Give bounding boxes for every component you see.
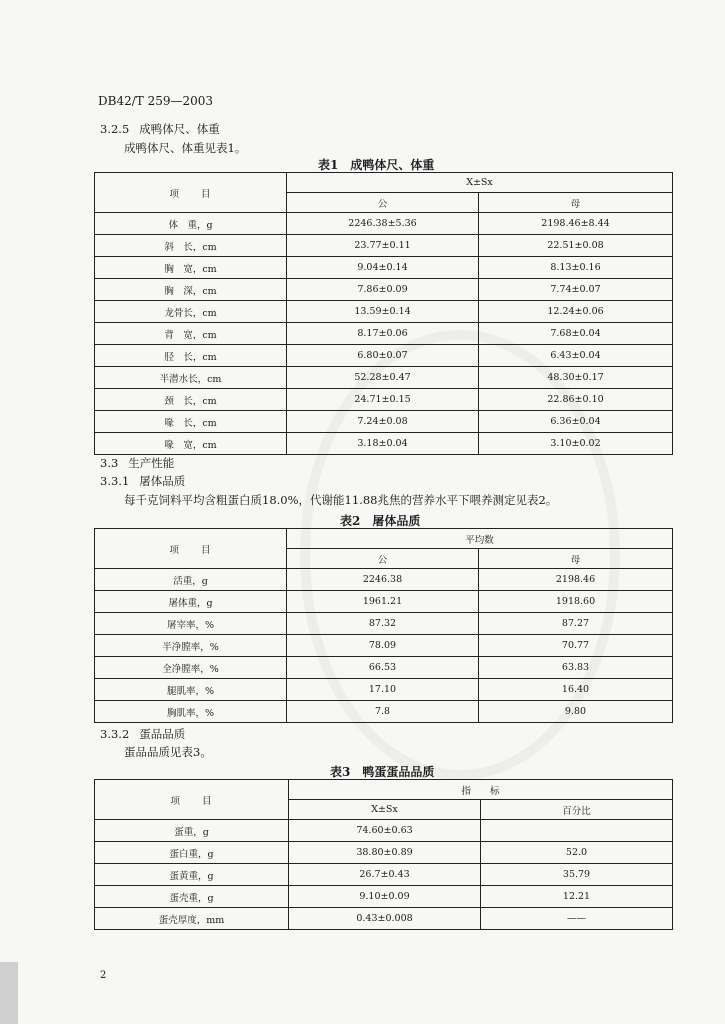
table-cell: 半潜水长，cm	[95, 367, 287, 389]
table-row	[95, 591, 673, 613]
table-cell: 74.60±0.63	[289, 820, 481, 842]
table2-header-male: 公	[287, 549, 479, 569]
section-3-3-1-text: 每千克饲料平均含粗蛋白质18.0%，代谢能11.88兆焦的营养水平下喂养测定见表2。	[124, 493, 558, 507]
section-title: 生产性能	[128, 456, 175, 470]
table3-header-percent: 百分比	[481, 800, 673, 820]
table-cell: 活重，g	[95, 569, 287, 591]
table-cell: 38.80±0.89	[289, 842, 481, 864]
table-row	[95, 864, 673, 886]
table1-header-item: 项 目	[95, 173, 287, 213]
section-number: 3.3.1	[100, 474, 130, 488]
table2	[94, 528, 673, 723]
table-cell: 胸 深，cm	[95, 279, 287, 301]
table-cell: 腿肌率，%	[95, 679, 287, 701]
section-3-3-2-text: 蛋品品质见表3。	[124, 745, 212, 759]
table1-header-female: 母	[479, 193, 673, 213]
table2-caption: 表2 屠体品质	[340, 514, 421, 528]
table1-header-group: X±Sx	[287, 173, 673, 193]
table-cell: 22.51±0.08	[479, 235, 673, 257]
table-row	[95, 213, 673, 235]
table1-header-male: 公	[287, 193, 479, 213]
table-row	[95, 301, 673, 323]
table-row	[95, 367, 673, 389]
table-cell: 7.68±0.04	[479, 323, 673, 345]
table-row	[95, 345, 673, 367]
section-3-2-5-text: 成鸭体尺、体重见表1。	[124, 141, 247, 155]
table-row	[95, 842, 673, 864]
section-number: 3.3.2	[100, 727, 130, 741]
table-cell: 蛋重，g	[95, 820, 289, 842]
table-cell: 7.74±0.07	[479, 279, 673, 301]
section-3-2-5-heading	[100, 121, 220, 137]
table-cell: 9.80	[479, 701, 673, 723]
section-3-3-2-heading	[100, 726, 185, 742]
table2-header-item: 项 目	[95, 529, 287, 569]
table-cell: 7.8	[287, 701, 479, 723]
table-row	[95, 235, 673, 257]
table-cell: 48.30±0.17	[479, 367, 673, 389]
table-cell: 半净膛率，%	[95, 635, 287, 657]
table2-header-group: 平均数	[287, 529, 673, 549]
table-row	[95, 569, 673, 591]
section-3-3-1-heading	[100, 473, 185, 489]
table-row	[95, 820, 673, 842]
table-cell: 屠体重，g	[95, 591, 287, 613]
table-cell: 蛋壳厚度，mm	[95, 908, 289, 930]
table-cell: 喙 长，cm	[95, 411, 287, 433]
table-cell: 9.04±0.14	[287, 257, 479, 279]
table-cell: 78.09	[287, 635, 479, 657]
table-cell: 6.80±0.07	[287, 345, 479, 367]
table1	[94, 172, 673, 455]
section-title: 蛋品品质	[139, 727, 186, 741]
section-number: 3.3	[100, 456, 119, 470]
table-cell: 6.43±0.04	[479, 345, 673, 367]
table-row	[95, 908, 673, 930]
document-code: DB42/T 259—2003	[98, 94, 214, 108]
table-cell: 胫 长，cm	[95, 345, 287, 367]
table-cell	[481, 820, 673, 842]
table3-header-item: 项 目	[95, 780, 289, 820]
table-cell: 87.27	[479, 613, 673, 635]
table-cell: 70.77	[479, 635, 673, 657]
table-cell: 1918.60	[479, 591, 673, 613]
table3-caption: 表3 鸭蛋蛋品品质	[330, 765, 435, 779]
table3	[94, 779, 673, 930]
table-row	[95, 257, 673, 279]
table-cell: 蛋壳重，g	[95, 886, 289, 908]
page-number: 2	[100, 970, 107, 981]
table-cell: 52.28±0.47	[287, 367, 479, 389]
table-cell: 全净膛率，%	[95, 657, 287, 679]
table-cell: 龙骨长，cm	[95, 301, 287, 323]
scan-edge-shadow	[0, 962, 18, 1024]
table-cell: 斜 长，cm	[95, 235, 287, 257]
table-cell: 9.10±0.09	[289, 886, 481, 908]
section-3-3-heading	[100, 455, 174, 471]
table-cell: 2198.46	[479, 569, 673, 591]
table-cell: 26.7±0.43	[289, 864, 481, 886]
table2-header-female: 母	[479, 549, 673, 569]
table-cell: 13.59±0.14	[287, 301, 479, 323]
table-row	[95, 701, 673, 723]
table-cell: 1961.21	[287, 591, 479, 613]
table1-caption: 表1 成鸭体尺、体重	[318, 158, 435, 172]
table-cell: 35.79	[481, 864, 673, 886]
table-row	[95, 433, 673, 455]
table-cell: 52.0	[481, 842, 673, 864]
table-row	[95, 635, 673, 657]
table-cell: 颈 长，cm	[95, 389, 287, 411]
table-cell: 17.10	[287, 679, 479, 701]
table-cell: 2246.38±5.36	[287, 213, 479, 235]
table-cell: 63.83	[479, 657, 673, 679]
table-row	[95, 657, 673, 679]
table-cell: 体 重，g	[95, 213, 287, 235]
table-cell: 12.21	[481, 886, 673, 908]
table-cell: 蛋白重，g	[95, 842, 289, 864]
table-row	[95, 679, 673, 701]
table-cell: 7.24±0.08	[287, 411, 479, 433]
table-cell: 屠宰率，%	[95, 613, 287, 635]
table-cell: 背 宽，cm	[95, 323, 287, 345]
table-cell: 3.10±0.02	[479, 433, 673, 455]
table3-header-group: 指 标	[289, 780, 673, 800]
table-row	[95, 411, 673, 433]
table-cell: 蛋黄重，g	[95, 864, 289, 886]
table-cell: 12.24±0.06	[479, 301, 673, 323]
table-cell: 8.13±0.16	[479, 257, 673, 279]
table-cell: 87.32	[287, 613, 479, 635]
table-cell: 8.17±0.06	[287, 323, 479, 345]
table-cell: 0.43±0.008	[289, 908, 481, 930]
table-cell: 24.71±0.15	[287, 389, 479, 411]
table3-header-mean: X±Sx	[289, 800, 481, 820]
table-cell: 喙 宽，cm	[95, 433, 287, 455]
table-cell: 22.86±0.10	[479, 389, 673, 411]
table-cell: 胸 宽，cm	[95, 257, 287, 279]
table-row	[95, 613, 673, 635]
section-title: 成鸭体尺、体重	[139, 122, 220, 136]
table-cell: 2246.38	[287, 569, 479, 591]
table-row	[95, 279, 673, 301]
table-cell: 胸肌率，%	[95, 701, 287, 723]
table-cell: 7.86±0.09	[287, 279, 479, 301]
table-row	[95, 323, 673, 345]
table-row	[95, 389, 673, 411]
table-cell: 23.77±0.11	[287, 235, 479, 257]
section-title: 屠体品质	[139, 474, 186, 488]
section-number: 3.2.5	[100, 122, 130, 136]
table-cell: 66.53	[287, 657, 479, 679]
table-row	[95, 886, 673, 908]
table-cell: 6.36±0.04	[479, 411, 673, 433]
table-cell: ——	[481, 908, 673, 930]
table-cell: 3.18±0.04	[287, 433, 479, 455]
table-cell: 16.40	[479, 679, 673, 701]
table-cell: 2198.46±8.44	[479, 213, 673, 235]
